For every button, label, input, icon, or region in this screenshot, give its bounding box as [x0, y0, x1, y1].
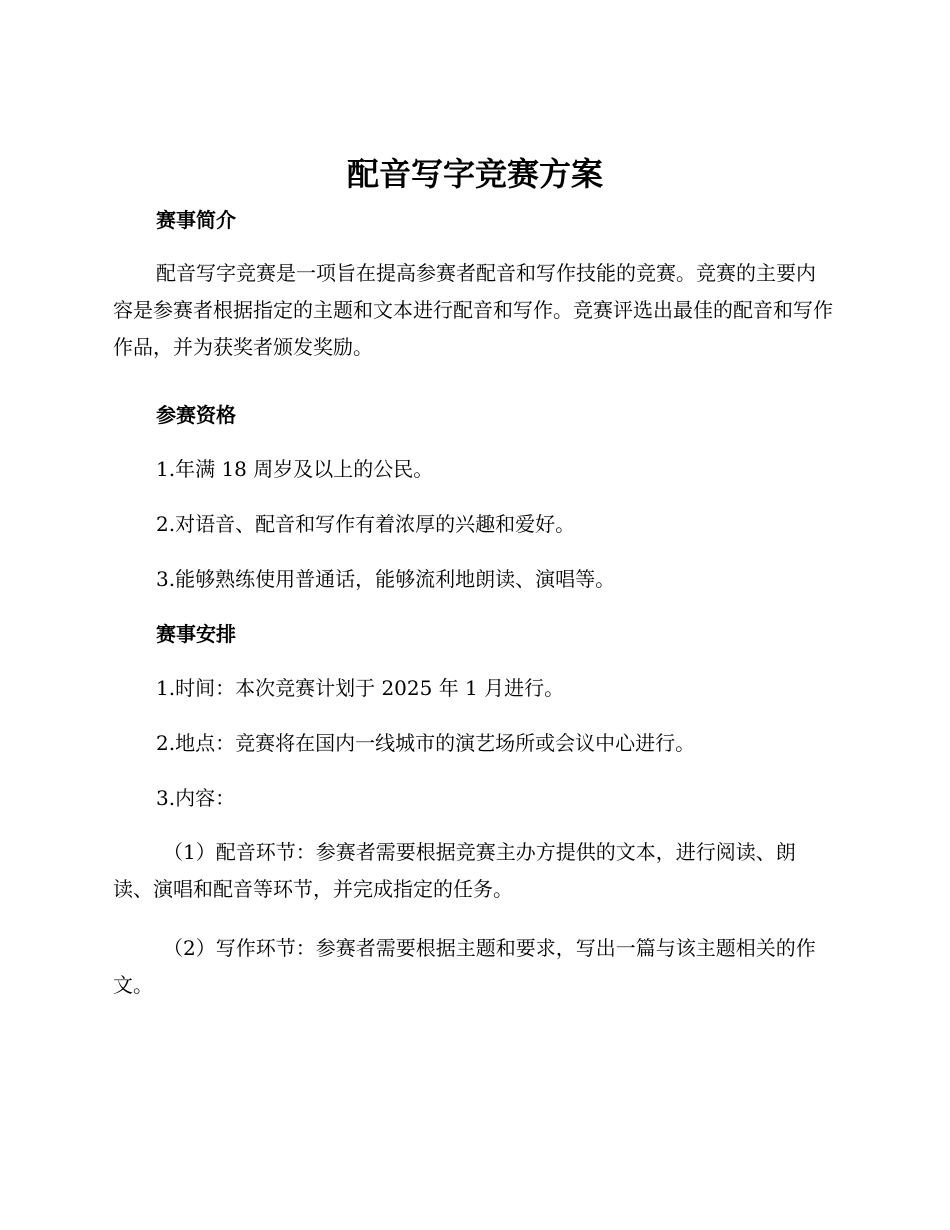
- schedule-item-content: 3.内容：: [156, 786, 236, 810]
- section-heading-intro: 赛事简介: [156, 208, 236, 232]
- section-heading-schedule: 赛事安排: [156, 622, 236, 646]
- eligibility-item-1: 1.年满 18 周岁及以上的公民。: [156, 457, 434, 481]
- intro-paragraph: 配音写字竞赛是一项旨在提高参赛者配音和写作技能的竞赛。竞赛的主要内容是参赛者根据指定的主题和文本进行配音和写作。竞赛评选出最佳的配音和写作作品，并为获奖者颁发奖励。: [113, 261, 833, 359]
- section-heading-eligibility: 参赛资格: [156, 403, 236, 427]
- document-title: 配音写字竞赛方案: [346, 155, 603, 193]
- schedule-item-location: 2.地点：竞赛将在国内一线城市的演艺场所或会议中心进行。: [156, 731, 696, 755]
- schedule-subitem-dubbing: （1）配音环节：参赛者需要根据竞赛主办方提供的文本，进行阅读、朗读、演唱和配音等环节，并完成指定的任务。: [113, 840, 796, 901]
- eligibility-item-3: 3.能够熟练使用普通话，能够流利地朗读、演唱等。: [156, 567, 616, 591]
- eligibility-item-2: 2.对语音、配音和写作有着浓厚的兴趣和爱好。: [156, 512, 576, 536]
- schedule-subitem-writing: （2）写作环节：参赛者需要根据主题和要求，写出一篇与该主题相关的作文。: [113, 936, 816, 997]
- schedule-item-time: 1.时间：本次竞赛计划于 2025 年 1 月进行。: [156, 676, 565, 700]
